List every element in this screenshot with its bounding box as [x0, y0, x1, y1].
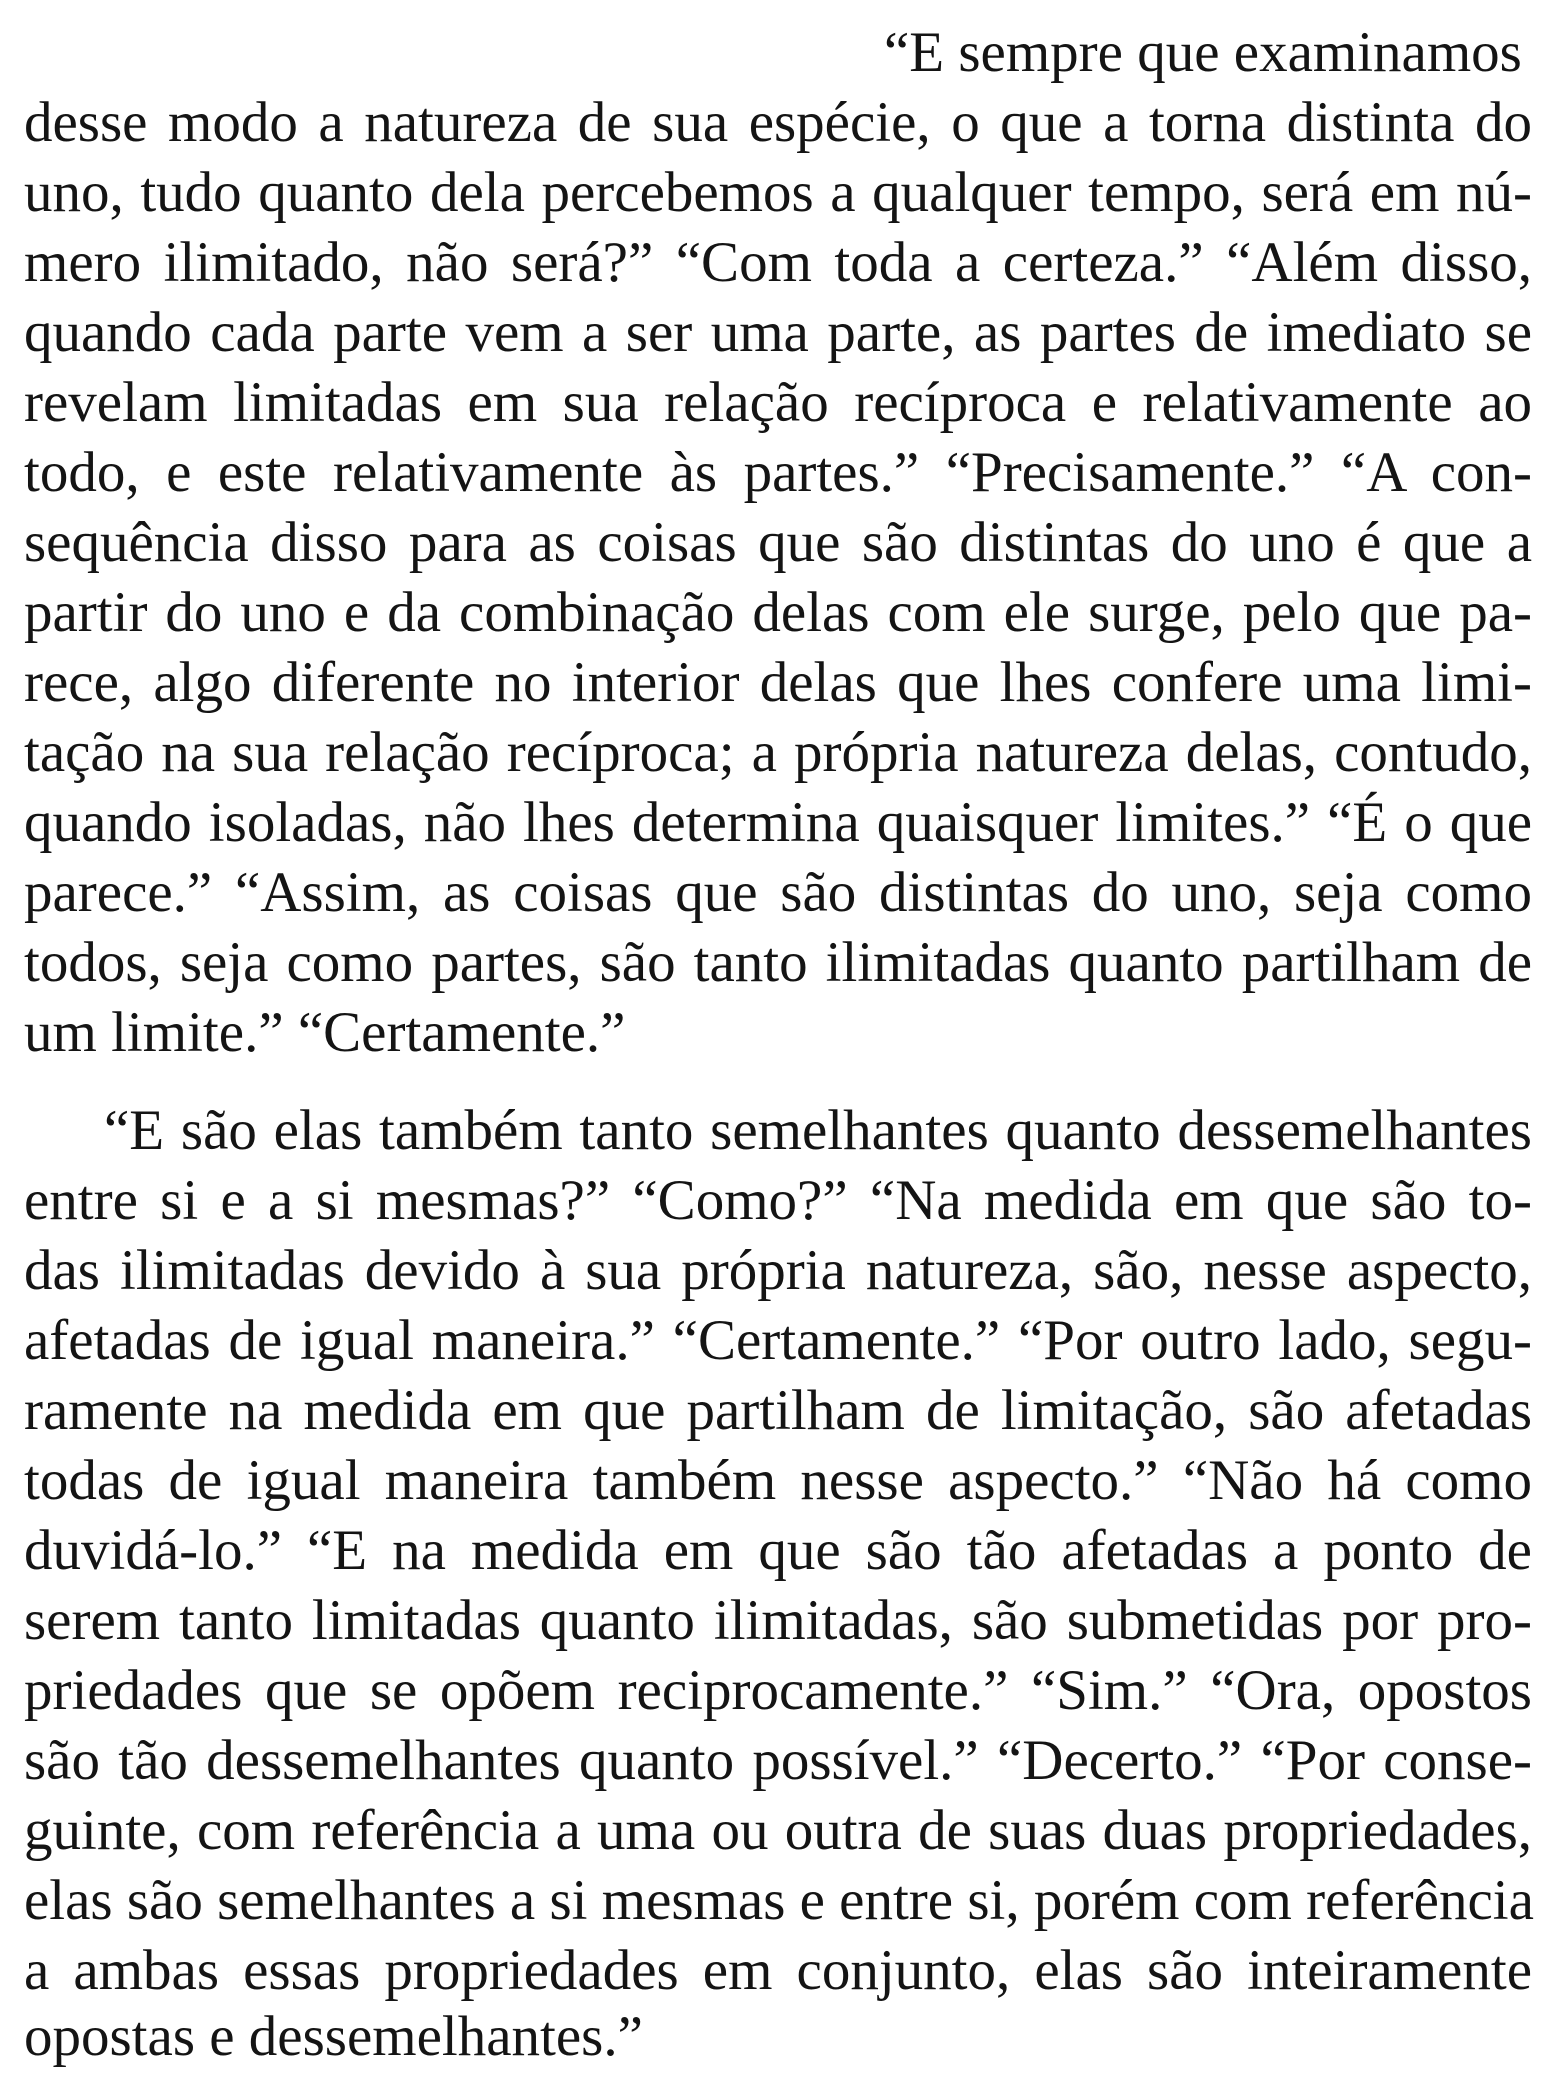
text-line: um limite.” “Certamente.” — [24, 1001, 626, 1064]
text-line: guinte, com referência a uma ou outra de suas duas propriedades, — [24, 1799, 1532, 1862]
text-line: todas de igual maneira também nesse aspecto.” “Não há como — [24, 1449, 1532, 1512]
text-line: ramente na medida em que partilham de limitação, são afetadas — [24, 1379, 1532, 1442]
text-line: afetadas de igual maneira.” “Certamente.” “Por outro lado, segu- — [24, 1309, 1532, 1372]
text-line: desse modo a natureza de sua espécie, o que a torna distinta do — [24, 91, 1532, 154]
text-line: elas são semelhantes a si mesmas e entre si, porém com referência — [24, 1869, 1534, 1932]
text-line: duvidá-lo.” “E na medida em que são tão afetadas a ponto de — [24, 1519, 1532, 1582]
text-line: priedades que se opõem reciprocamente.” “Sim.” “Ora, opostos — [24, 1659, 1532, 1722]
text-line: das ilimitadas devido à sua própria natureza, são, nesse aspecto, — [24, 1239, 1532, 1302]
text-line: todo, e este relativamente às partes.” “Precisamente.” “A con- — [24, 441, 1532, 504]
text-line: rece, algo diferente no interior delas que lhes confere uma limi- — [24, 651, 1532, 714]
text-line: tação na sua relação recíproca; a própria natureza delas, contudo, — [24, 721, 1532, 784]
text-line: uno, tudo quanto dela percebemos a qualquer tempo, será em nú- — [24, 161, 1532, 224]
text-line: entre si e a si mesmas?” “Como?” “Na medida em que são to- — [24, 1169, 1532, 1232]
text-line: sequência disso para as coisas que são distintas do uno é que a — [24, 511, 1532, 574]
text-line: partir do uno e da combinação delas com ele surge, pelo que pa- — [24, 581, 1532, 644]
text-line: quando isoladas, não lhes determina quaisquer limites.” “É o que — [24, 791, 1532, 854]
text-line: todos, seja como partes, são tanto ilimitadas quanto partilham de — [24, 931, 1532, 994]
text-line: serem tanto limitadas quanto ilimitadas, são submetidas por pro- — [24, 1589, 1532, 1652]
text-line: opostas e dessemelhantes.” — [24, 2005, 643, 2068]
text-line: quando cada parte vem a ser uma parte, as partes de imediato se — [24, 301, 1532, 364]
text-line: “E sempre que examinamos — [884, 21, 1522, 84]
text-line: “E são elas também tanto semelhantes quanto dessemelhantes — [104, 1099, 1532, 1162]
text-line: revelam limitadas em sua relação recíproca e relativamente ao — [24, 371, 1532, 434]
text-line: são tão dessemelhantes quanto possível.” “Decerto.” “Por conse- — [24, 1729, 1532, 1792]
text-line: a ambas essas propriedades em conjunto, elas são inteiramente — [24, 1939, 1532, 2002]
text-line: parece.” “Assim, as coisas que são distintas do uno, seja como — [24, 861, 1532, 924]
text-line: mero ilimitado, não será?” “Com toda a certeza.” “Além disso, — [24, 231, 1532, 294]
